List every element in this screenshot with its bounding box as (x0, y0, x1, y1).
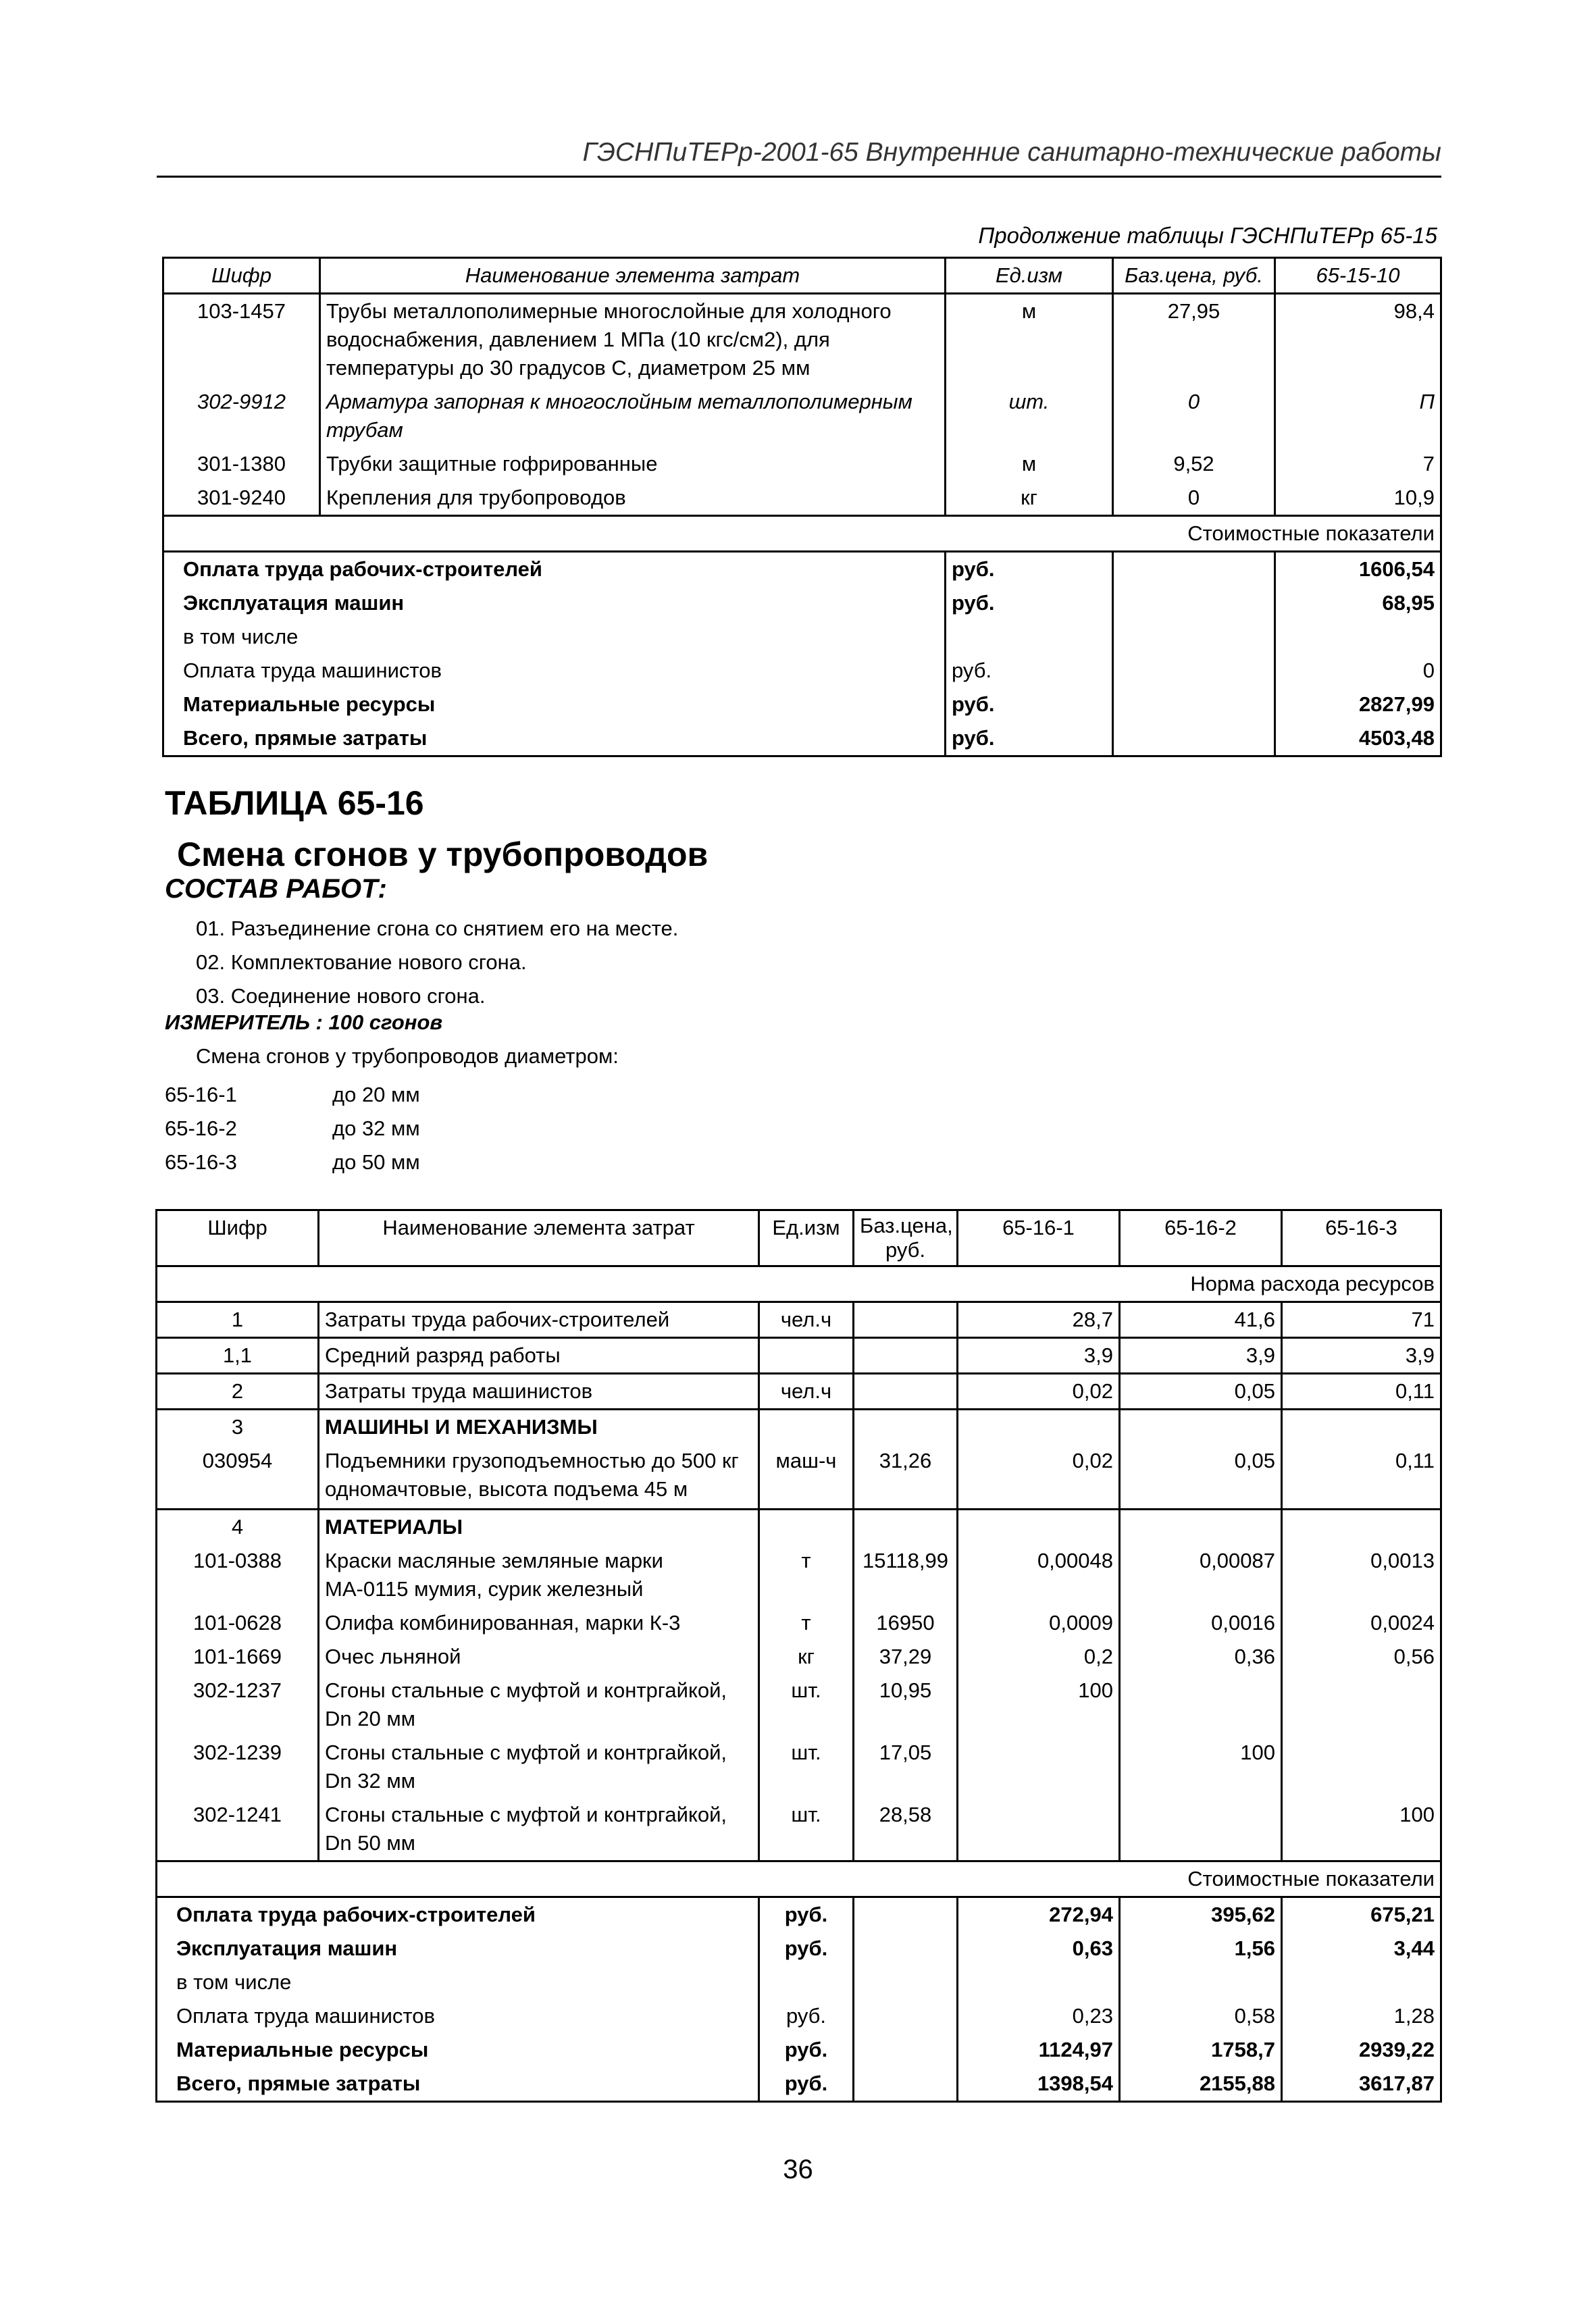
variant-text: до 32 мм (332, 1116, 420, 1140)
unit-cell: чел.ч (759, 1302, 854, 1338)
table-row (157, 1606, 1441, 1640)
variant-code: 65-16-2 (165, 1116, 237, 1140)
unit-cell: кг (946, 481, 1113, 516)
variant-code: 65-16-3 (165, 1150, 237, 1174)
unit-cell: кг (759, 1640, 854, 1674)
price-cell (1113, 654, 1275, 688)
norm-section-label: Норма расхода ресурсов (1190, 1272, 1435, 1295)
unit-cell: руб. (946, 688, 1113, 721)
unit-cell: руб. (946, 552, 1113, 587)
code-cell: 3 (231, 1415, 244, 1439)
value-cell: 0 (1275, 654, 1441, 688)
variant-text: до 20 мм (332, 1083, 420, 1106)
work-item: 01. Разъединение сгона со снятием его на месте. (196, 917, 679, 940)
price-cell: 16950 (854, 1606, 958, 1640)
value-cell: 3,44 (1282, 1932, 1441, 1965)
cost-name-cell: Оплата труда машинистов (183, 659, 442, 682)
table-65-16 (155, 1209, 1442, 2103)
cost-row (157, 1897, 1441, 1932)
value-cell: 0,2 (958, 1640, 1120, 1674)
cost-section-label: Стоимостные показатели (1187, 1866, 1435, 1891)
name-cell: Сгоны стальные с муфтой и контргайкой, Dn 50 мм (319, 1798, 759, 1861)
cost-name-cell: в том числе (176, 1970, 292, 1994)
value-cell: 3,9 (1120, 1338, 1282, 1374)
table-65-15-continuation (162, 257, 1442, 757)
value-cell (1282, 1410, 1441, 1445)
value-cell: 0,00087 (1120, 1544, 1282, 1606)
code-cell: 302-9912 (197, 390, 286, 413)
value-cell: 2939,22 (1282, 2033, 1441, 2067)
variant-code: 65-16-1 (165, 1083, 237, 1106)
table-row (163, 481, 1441, 516)
value-cell: 2827,99 (1275, 688, 1441, 721)
value-cell: 395,62 (1120, 1897, 1282, 1932)
price-cell (854, 1897, 958, 1932)
name-cell: МАТЕРИАЛЫ (319, 1509, 759, 1544)
column-header: Шифр (157, 1210, 319, 1266)
price-cell: 10,95 (854, 1674, 958, 1736)
price-cell (854, 1374, 958, 1410)
column-header: Ед.изм (946, 258, 1113, 294)
price-cell: 17,05 (854, 1736, 958, 1798)
value-cell: 68,95 (1275, 586, 1441, 620)
name-cell: Затраты труда машинистов (319, 1374, 759, 1410)
value-cell: 0,02 (958, 1374, 1120, 1410)
value-cell (958, 1509, 1120, 1544)
cost-name-cell: Оплата труда машинистов (176, 2003, 435, 2028)
name-cell: Олифа комбинированная, марки К-3 (319, 1606, 759, 1640)
variant-item (165, 1112, 420, 1146)
page-number: 36 (783, 2155, 813, 2184)
cost-section-label: Стоимостные показатели (1187, 521, 1435, 545)
value-cell: 272,94 (958, 1897, 1120, 1932)
section-row (163, 516, 1441, 552)
cost-row (157, 1999, 1441, 2033)
code-cell: 1,1 (222, 1343, 253, 1367)
code-cell: 101-0628 (192, 1610, 282, 1635)
variant-list (165, 1078, 420, 1179)
variant-item (165, 1078, 420, 1112)
column-header: Шифр (163, 258, 320, 294)
code-cell: 101-1669 (192, 1644, 282, 1668)
value-cell (1120, 1509, 1282, 1544)
value-cell: 1,28 (1282, 1999, 1441, 2033)
code-cell: 1 (231, 1308, 244, 1331)
cost-name-cell: Оплата труда рабочих-строителей (176, 1902, 536, 1926)
section-row (157, 1861, 1441, 1897)
table-row (157, 1640, 1441, 1674)
cost-row (163, 586, 1441, 620)
value-cell (1120, 1410, 1282, 1445)
price-cell (1113, 688, 1275, 721)
cost-name-cell: Материальные ресурсы (176, 2037, 429, 2061)
running-header (157, 132, 1441, 178)
code-cell: 301-9240 (197, 486, 286, 509)
value-cell: 0,63 (958, 1932, 1120, 1965)
name-cell: Трубки защитные гофрированные (320, 447, 946, 481)
cost-name-cell: Всего, прямые затраты (176, 2071, 421, 2095)
cost-row (163, 552, 1441, 587)
price-cell (854, 2067, 958, 2102)
unit-cell: руб. (759, 2067, 854, 2102)
value-cell: 100 (958, 1674, 1120, 1736)
unit-cell: шт. (759, 1674, 854, 1736)
table-row (157, 1544, 1441, 1606)
price-cell: 28,58 (854, 1798, 958, 1861)
value-cell: 71 (1282, 1302, 1441, 1338)
value-cell: 0,0024 (1282, 1606, 1441, 1640)
price-cell (854, 1999, 958, 2033)
value-cell: 0,58 (1120, 1999, 1282, 2033)
price-cell (854, 1509, 958, 1544)
value-cell: 1398,54 (958, 2067, 1120, 2102)
name-cell: Арматура запорная к многослойным металлополимерным трубам (320, 385, 946, 447)
table-row (163, 294, 1441, 386)
value-cell: 100 (1120, 1736, 1282, 1798)
value-cell: 98,4 (1275, 294, 1441, 386)
value-cell: 41,6 (1120, 1302, 1282, 1338)
value-cell (1275, 620, 1441, 654)
code-cell: 302-1237 (192, 1678, 282, 1702)
table-row (157, 1444, 1441, 1509)
value-cell (958, 1736, 1120, 1798)
name-cell: Трубы металлополимерные многослойные для холодного водоснабжения, давлением 1 МПа (10 кгс/см2), для температуры до 30 градусов С, диаметром 25 мм (320, 294, 946, 386)
price-cell (854, 1338, 958, 1374)
unit-cell: м (946, 294, 1113, 386)
price-cell: 31,26 (854, 1444, 958, 1509)
cost-name-cell: Эксплуатация машин (183, 591, 405, 615)
table-row (157, 1302, 1441, 1338)
variants-description: Смена сгонов у трубопроводов диаметром: (196, 1044, 619, 1068)
value-cell: 0,11 (1282, 1374, 1441, 1410)
price-cell: 15118,99 (854, 1544, 958, 1606)
unit-cell: т (759, 1606, 854, 1640)
value-cell: 0,36 (1120, 1640, 1282, 1674)
variant-item (165, 1146, 420, 1179)
table-row (157, 1374, 1441, 1410)
code-cell: 302-1239 (192, 1740, 282, 1764)
value-cell: 1606,54 (1275, 552, 1441, 587)
column-header: Наименование элемента затрат (319, 1210, 759, 1266)
column-header: Ед.изм (759, 1210, 854, 1266)
table-row (157, 1736, 1441, 1798)
value-cell: 1758,7 (1120, 2033, 1282, 2067)
value-cell (1282, 1736, 1441, 1798)
price-cell (1113, 552, 1275, 587)
column-header: Баз.цена, руб. (854, 1210, 958, 1266)
name-cell: МАШИНЫ И МЕХАНИЗМЫ (319, 1410, 759, 1445)
unit-cell (759, 1965, 854, 1999)
unit-cell: шт. (946, 385, 1113, 447)
value-cell (1282, 1674, 1441, 1736)
section-row (157, 1266, 1441, 1302)
table-row (157, 1410, 1441, 1445)
table-header-row (157, 1210, 1441, 1266)
cost-row (157, 1965, 1441, 1999)
table-row (157, 1338, 1441, 1374)
value-cell: 3,9 (1282, 1338, 1441, 1374)
name-cell: Затраты труда рабочих-строителей (319, 1302, 759, 1338)
price-cell (1113, 721, 1275, 756)
unit-cell (759, 1410, 854, 1445)
column-header: 65-16-2 (1120, 1210, 1282, 1266)
cost-row (157, 1932, 1441, 1965)
table-row (157, 1798, 1441, 1861)
price-cell (854, 1410, 958, 1445)
column-header: 65-16-3 (1282, 1210, 1441, 1266)
value-cell: 2155,88 (1120, 2067, 1282, 2102)
value-cell (1120, 1965, 1282, 1999)
unit-cell: шт. (759, 1798, 854, 1861)
cost-row (163, 721, 1441, 756)
unit-cell: руб. (759, 1932, 854, 1965)
code-cell: 103-1457 (197, 299, 286, 323)
cost-row (163, 654, 1441, 688)
unit-cell: т (759, 1544, 854, 1606)
unit-cell: м (946, 447, 1113, 481)
code-cell: 301-1380 (197, 452, 286, 475)
table-row (157, 1674, 1441, 1736)
price-cell (854, 2033, 958, 2067)
value-cell (958, 1410, 1120, 1445)
name-cell: Средний разряд работы (319, 1338, 759, 1374)
price-cell: 0 (1113, 385, 1275, 447)
variant-text: до 50 мм (332, 1150, 420, 1174)
price-cell (854, 1302, 958, 1338)
price-cell: 27,95 (1113, 294, 1275, 386)
work-composition-label: СОСТАВ РАБОТ: (165, 874, 387, 904)
unit-cell: чел.ч (759, 1374, 854, 1410)
unit-cell (946, 620, 1113, 654)
unit-cell (759, 1509, 854, 1544)
cost-row (163, 688, 1441, 721)
value-cell: 0,0016 (1120, 1606, 1282, 1640)
table-title: ТАБЛИЦА 65-16 (165, 784, 424, 822)
measure-unit: ИЗМЕРИТЕЛЬ : 100 сгонов (165, 1010, 443, 1034)
cost-name-cell: Эксплуатация машин (176, 1936, 398, 1960)
cost-name-cell: Материальные ресурсы (183, 692, 436, 716)
column-header: Наименование элемента затрат (320, 258, 946, 294)
price-cell (854, 1965, 958, 1999)
value-cell: 0,05 (1120, 1374, 1282, 1410)
column-header: 65-15-10 (1275, 258, 1441, 294)
cost-row (163, 620, 1441, 654)
table-row (157, 1509, 1441, 1544)
code-cell: 101-0388 (192, 1548, 282, 1572)
name-cell: Очес льняной (319, 1640, 759, 1674)
table-row (163, 447, 1441, 481)
price-cell: 37,29 (854, 1640, 958, 1674)
value-cell: 10,9 (1275, 481, 1441, 516)
value-cell: 0,00048 (958, 1544, 1120, 1606)
cost-row (157, 2033, 1441, 2067)
unit-cell: руб. (759, 1999, 854, 2033)
unit-cell: руб. (946, 721, 1113, 756)
value-cell (1120, 1798, 1282, 1861)
value-cell (1282, 1965, 1441, 1999)
price-cell (1113, 586, 1275, 620)
work-list (196, 912, 678, 1013)
table-continuation-caption: Продолжение таблицы ГЭСНПиТЕРр 65-15 (978, 223, 1437, 248)
unit-cell (759, 1338, 854, 1374)
cost-name-cell: Оплата труда рабочих-строителей (183, 557, 542, 581)
value-cell: 1124,97 (958, 2033, 1120, 2067)
cost-name-cell: в том числе (183, 625, 299, 648)
value-cell (1120, 1674, 1282, 1736)
value-cell: 0,0013 (1282, 1544, 1441, 1606)
value-cell: 0,05 (1120, 1444, 1282, 1509)
column-header: 65-16-1 (958, 1210, 1120, 1266)
code-cell: 2 (231, 1379, 244, 1403)
running-title: ГЭСНПиТЕРр-2001-65 Внутренние санитарно-технические работы (582, 138, 1441, 167)
name-cell: Подъемники грузоподъемностью до 500 кг одномачтовые, высота подъема 45 м (319, 1444, 759, 1509)
value-cell: 3,9 (958, 1338, 1120, 1374)
cost-row (157, 2067, 1441, 2102)
value-cell: 0,0009 (958, 1606, 1120, 1640)
name-cell: Сгоны стальные с муфтой и контргайкой, Dn 32 мм (319, 1736, 759, 1798)
price-cell: 9,52 (1113, 447, 1275, 481)
unit-cell: руб. (946, 654, 1113, 688)
price-cell: 0 (1113, 481, 1275, 516)
column-header: Баз.цена, руб. (1113, 258, 1275, 294)
price-cell (1113, 620, 1275, 654)
work-item: 02. Комплектование нового сгона. (196, 950, 527, 974)
value-cell: 100 (1282, 1798, 1441, 1861)
value-cell: 0,11 (1282, 1444, 1441, 1509)
value-cell: 0,23 (958, 1999, 1120, 2033)
value-cell: 7 (1275, 447, 1441, 481)
name-cell: Крепления для трубопроводов (320, 481, 946, 516)
table-row (163, 385, 1441, 447)
code-cell: 030954 (202, 1449, 273, 1472)
value-cell (958, 1798, 1120, 1861)
unit-cell: руб. (759, 1897, 854, 1932)
value-cell: П (1275, 385, 1441, 447)
work-item: 03. Соединение нового сгона. (196, 984, 486, 1008)
value-cell: 1,56 (1120, 1932, 1282, 1965)
value-cell: 0,56 (1282, 1640, 1441, 1674)
value-cell: 3617,87 (1282, 2067, 1441, 2102)
code-cell: 4 (231, 1514, 244, 1539)
name-cell: Краски масляные земляные марки МА-0115 мумия, сурик железный (319, 1544, 759, 1606)
unit-cell: маш-ч (759, 1444, 854, 1509)
code-cell: 302-1241 (192, 1802, 282, 1826)
value-cell: 28,7 (958, 1302, 1120, 1338)
unit-cell: руб. (946, 586, 1113, 620)
value-cell (1282, 1509, 1441, 1544)
unit-cell: руб. (759, 2033, 854, 2067)
value-cell: 675,21 (1282, 1897, 1441, 1932)
value-cell: 0,02 (958, 1444, 1120, 1509)
table-subtitle: Смена сгонов у трубопроводов (177, 835, 709, 873)
unit-cell: шт. (759, 1736, 854, 1798)
name-cell: Сгоны стальные с муфтой и контргайкой, Dn 20 мм (319, 1674, 759, 1736)
table-header-row (163, 258, 1441, 294)
value-cell (958, 1965, 1120, 1999)
price-cell (854, 1932, 958, 1965)
cost-name-cell: Всего, прямые затраты (183, 726, 428, 750)
value-cell: 4503,48 (1275, 721, 1441, 756)
